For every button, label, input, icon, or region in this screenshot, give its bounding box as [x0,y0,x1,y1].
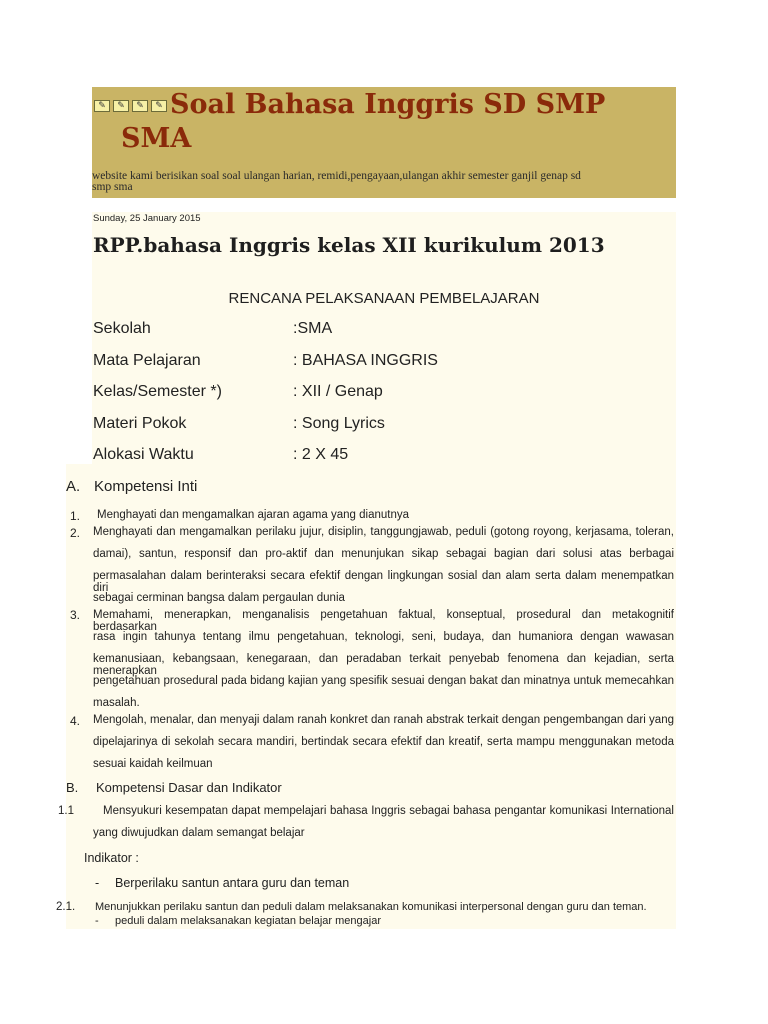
indikator-item: peduli dalam melaksanakan kegiatan belajar mengajar [115,915,381,927]
identity-row-alokasi-waktu [93,446,349,464]
indikator-label: Indikator : [84,851,139,865]
post-date: Sunday, 25 January 2015 [93,213,201,224]
section-letter: A. [66,478,81,495]
kd-1-1-line: yang diwujudkan dalam semangat belajar [93,827,305,839]
section-letter: B. [66,780,79,795]
blog-description-line1: website kami berisikan soal soal ulangan harian, remidi,pengayaan,ulangan akhir semester ganjil genap sd [92,170,581,182]
blog-description [92,171,672,193]
broken-image-icon: ✎ [113,100,129,112]
section-title: Kompetensi Dasar dan Indikator [96,780,282,795]
blog-description-line2: smp sma [92,181,133,193]
ki-4-line: dipelajarinya di sekolah secara mandiri, bertindak secara efektif dan kreatif, serta mampu menggunakan metoda [93,736,674,748]
identity-row-materi-pokok [93,415,385,433]
ki-2-line: sebagai cerminan bangsa dalam pergaulan dunia [93,592,345,604]
identity-label: Kelas/Semester *) [93,383,222,400]
indikator-item: Berperilaku santun antara guru dan teman [115,876,350,890]
ki-1-line: Menghayati dan mengamalkan ajaran agama yang dianutnya [97,509,409,521]
broken-image-icon: ✎ [151,100,167,112]
section-title: Kompetensi Inti [94,478,198,495]
blog-title[interactable] [92,88,676,156]
blog-title-line2[interactable]: SMA [121,123,192,154]
identity-row-kelas-semester [93,383,383,401]
rpp-heading: RENCANA PELAKSANAAN PEMBELAJARAN [228,290,540,307]
blog-title-line1[interactable]: Soal Bahasa Inggris SD SMP [170,89,606,120]
kd-2-1-line: Menunjukkan perilaku santun dan peduli dalam melaksanakan komunikasi interpersonal dengan guru dan teman. [95,901,647,913]
identity-value: : 2 X 45 [293,446,349,463]
ki-2-line: Menghayati dan mengamalkan perilaku jujur, disiplin, tanggungjawab, peduli (gotong royong, kerjasama, toleran, [93,526,674,538]
broken-image-icon: ✎ [94,100,110,112]
dash: - [95,915,99,927]
kd-number: 1.1 [58,805,74,817]
ki-4-line: sesuai kaidah keilmuan [93,758,213,770]
ki-number: 3. [70,608,81,622]
blog-header [92,87,676,198]
broken-image-icon: ✎ [132,100,148,112]
identity-value: : Song Lyrics [293,415,385,432]
identity-row-sekolah [93,320,333,338]
ki-3-line: rasa ingin tahunya tentang ilmu pengetahuan, teknologi, seni, budaya, dan humaniora dengan wawasan [93,631,674,643]
ki-3-line: kemanusiaan, kebangsaan, kenegaraan, dan peradaban terkait penyebab fenomena dan kejadian, serta menerapkan [93,653,674,677]
identity-row-mata-pelajaran [93,352,438,370]
ki-3-line: masalah. [93,697,140,709]
ki-3-line: pengetahuan prosedural pada bidang kajian yang spesifik sesuai dengan bakat dan minatnya untuk memecahkan [93,675,674,687]
kd-1-1-line: Mensyukuri kesempatan dapat mempelajari bahasa Inggris sebagai bahasa pengantar komunikasi International [103,805,674,817]
identity-value: : XII / Genap [293,383,383,400]
kd-number: 2.1. [56,901,76,913]
ki-number: 4. [70,714,81,728]
dash: - [95,876,100,890]
ki-4-line: Mengolah, menalar, dan menyaji dalam ranah konkret dan ranah abstrak terkait dengan pengembangan dari yang [93,714,674,726]
ki-2-line: damai), santun, responsif dan pro-aktif dan menunjukan sikap sebagai bagian dari solusi atas berbagai [93,548,674,560]
identity-value: : BAHASA INGGRIS [293,352,438,369]
ki-3-line: Memahami, menerapkan, menganalisis pengetahuan faktual, konseptual, prosedural dan metakognitif berdasarkan [93,609,674,633]
ki-number: 1. [70,509,81,523]
identity-label: Alokasi Waktu [93,446,194,463]
post-title[interactable]: RPP.bahasa Inggris kelas XII kurikulum 2013 [93,233,605,257]
ki-number: 2. [70,526,81,540]
identity-value: :SMA [293,320,333,337]
identity-label: Sekolah [93,320,151,337]
identity-label: Materi Pokok [93,415,187,432]
ki-2-line: permasalahan dalam berinteraksi secara efektif dengan lingkungan sosial dan alam serta dalam menempatkan diri [93,570,674,594]
identity-label: Mata Pelajaran [93,352,201,369]
